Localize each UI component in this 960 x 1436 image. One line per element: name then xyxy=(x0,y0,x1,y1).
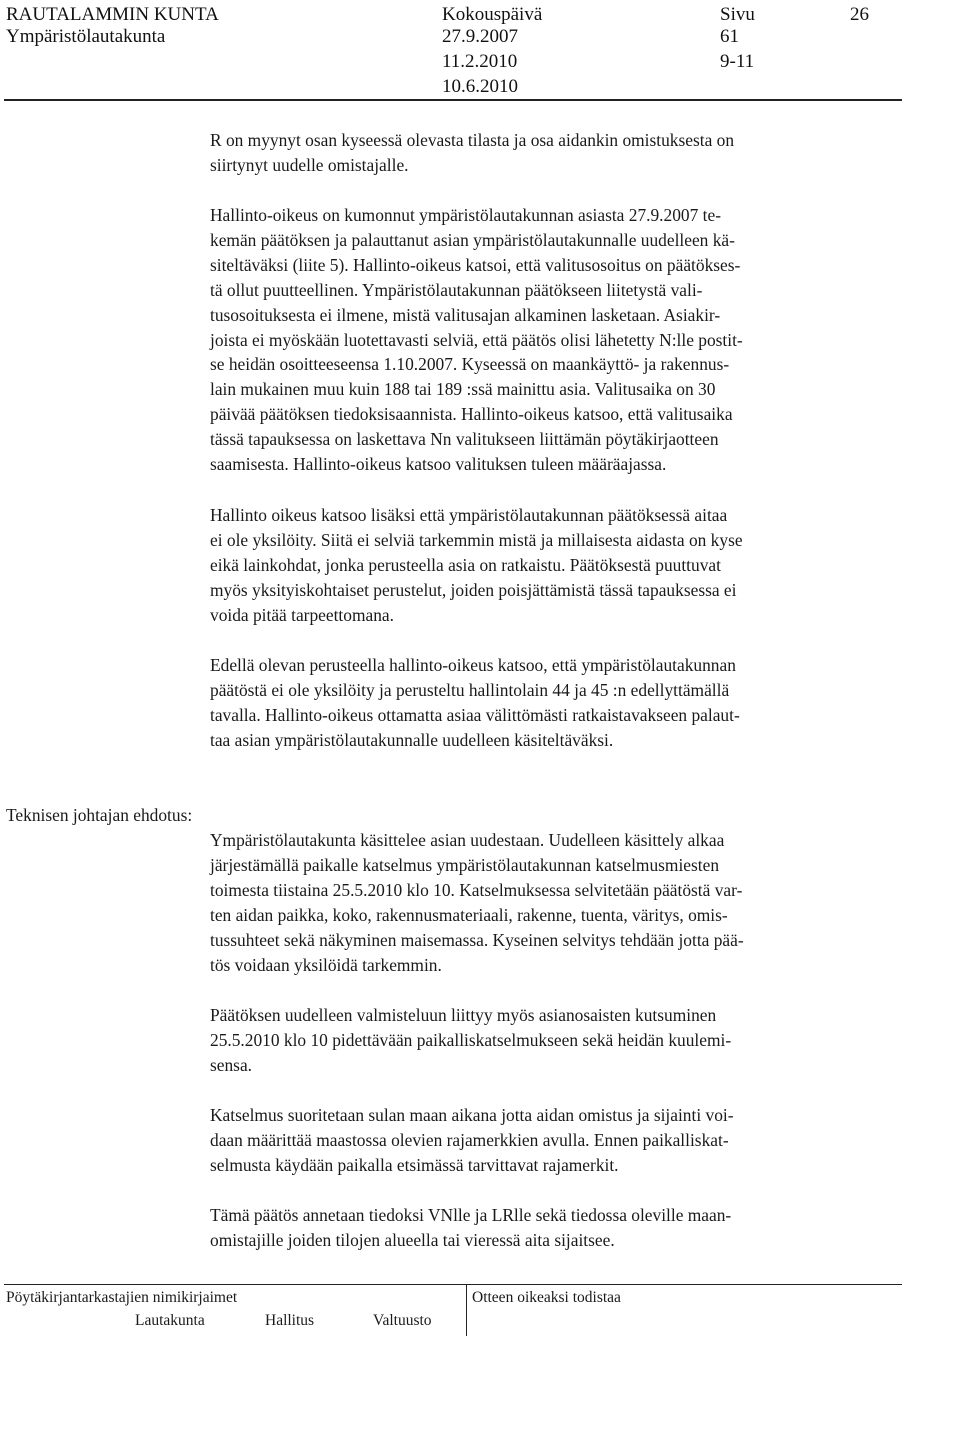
paragraph-line: siteltäväksi (liite 5). Hallinto-oikeus katsoi, että valitusosoitus on päätökses- xyxy=(210,254,741,275)
paragraph-line: Katselmus suoritetaan sulan maan aikana jotta aidan omistus ja sijainti voi- xyxy=(210,1105,734,1125)
footer-column-board: Lautakunta xyxy=(135,1312,205,1329)
paragraph-line: sensa. xyxy=(210,1054,253,1075)
paragraph-line: taa asian ympäristölautakunnalle uudelleen käsiteltäväksi. xyxy=(210,729,614,750)
header-board: Ympäristölautakunta xyxy=(6,26,166,47)
header-date-3: 10.6.2010 xyxy=(442,76,518,97)
header-page-number: 26 xyxy=(850,4,869,25)
footer-divider-vertical xyxy=(466,1284,467,1336)
paragraph-line: voida pitää tarpeettomana. xyxy=(210,604,394,625)
footer-certification-label: Otteen oikeaksi todistaa xyxy=(472,1289,621,1306)
proposal-label: Teknisen johtajan ehdotus: xyxy=(6,805,193,825)
header-page-label: Sivu xyxy=(720,4,755,25)
paragraph-4 xyxy=(210,653,910,753)
paragraph-line: R on myynyt osan kyseessä olevasta tilasta ja osa aidankin omistuksesta on xyxy=(210,130,735,150)
header-date-1: 27.9.2007 xyxy=(442,26,518,47)
paragraph-line: saamisesta. Hallinto-oikeus katsoo valituksen tuleen määräajassa. xyxy=(210,454,667,475)
paragraph-line: joista ei myöskään luotettavasti selviä, että päätös olisi lähetetty N:lle postit- xyxy=(210,329,743,350)
footer-initials-label: Pöytäkirjantarkastajien nimikirjaimet xyxy=(6,1289,238,1306)
paragraph-line: eikä lainkohdat, jonka perusteella asia on ratkaistu. Päätöksestä puuttuvat xyxy=(210,554,721,575)
paragraph-line: ten aidan paikka, koko, rakennusmateriaali, rakenne, tuenta, väritys, omis- xyxy=(210,904,728,925)
paragraph-line: 25.5.2010 klo 10 pidettävään paikalliskatselmukseen sekä heidän kuulemi- xyxy=(210,1029,732,1050)
paragraph-line: Tämä päätös annetaan tiedoksi VNlle ja LRlle sekä tiedossa oleville maan- xyxy=(210,1205,732,1225)
paragraph-line: siirtynyt uudelle omistajalle. xyxy=(210,154,409,175)
paragraph-line: lain mukainen muu kuin 188 tai 189 :ssä mainittu asia. Valitusaika on 30 xyxy=(210,379,716,400)
proposal-paragraph-3 xyxy=(210,1103,910,1178)
paragraph-line: järjestämällä paikalle katselmus ympäristölautakunnan katselmusmiesten xyxy=(210,854,720,875)
paragraph-line: Ympäristölautakunta käsittelee asian uudestaan. Uudelleen käsittely alkaa xyxy=(210,830,725,850)
proposal-paragraph-1 xyxy=(210,828,910,977)
paragraph-line: päätöstä ei ole yksilöity ja perusteltu hallintolain 44 ja 45 :n edellyttämällä xyxy=(210,679,730,700)
paragraph-line: tussuhteet sekä näkyminen maisemassa. Kyseinen selvitys tehdään jotta pää- xyxy=(210,929,744,950)
proposal-paragraph-4 xyxy=(210,1203,910,1253)
paragraph-line: Hallinto-oikeus on kumonnut ympäristölautakunnan asiasta 27.9.2007 te- xyxy=(210,205,722,225)
header-section-number-1: 61 xyxy=(720,26,739,47)
paragraph-line: omistajille joiden tilojen alueella tai vieressä aita sijaitsee. xyxy=(210,1229,615,1250)
paragraph-line: tä ollut puutteellinen. Ympäristölautakunnan päätökseen liitetystä vali- xyxy=(210,279,703,300)
paragraph-line: tavalla. Hallinto-oikeus ottamatta asiaa välittömästi ratkaistavakseen palaut- xyxy=(210,704,740,725)
paragraph-line: tässä tapauksessa on laskettava Nn valitukseen liittämän pöytäkirjaotteen xyxy=(210,429,719,450)
paragraph-1 xyxy=(210,128,910,178)
paragraph-line: tös voidaan yksilöidä tarkemmin. xyxy=(210,954,442,975)
paragraph-line: Edellä olevan perusteella hallinto-oikeus katsoo, että ympäristölautakunnan xyxy=(210,655,736,675)
header-divider xyxy=(4,99,902,101)
footer-top-rule xyxy=(4,1284,902,1285)
paragraph-line: myös yksityiskohtaiset perustelut, joiden poisjättämistä tässä tapauksessa ei xyxy=(210,579,737,600)
paragraph-line: se heidän osoitteeseensa 1.10.2007. Kyseessä on maankäyttö- ja rakennus- xyxy=(210,354,730,375)
paragraph-line: daan määrittää maastossa olevien rajamerkkien avulla. Ennen paikalliskat- xyxy=(210,1129,729,1150)
header-meeting-date-label: Kokouspäivä xyxy=(442,4,543,25)
paragraph-line: toimesta tiistaina 25.5.2010 klo 10. Katselmuksessa selvitetään päätöstä var- xyxy=(210,879,743,900)
paragraph-line: Päätöksen uudelleen valmisteluun liittyy myös asianosaisten kutsuminen xyxy=(210,1005,717,1025)
header-municipality: RAUTALAMMIN KUNTA xyxy=(6,4,219,25)
paragraph-2 xyxy=(210,203,910,477)
header-date-2: 11.2.2010 xyxy=(442,51,518,72)
paragraph-line: selmusta käydään paikalla etsimässä tarvittavat rajamerkit. xyxy=(210,1154,619,1175)
proposal-paragraph-2 xyxy=(210,1003,910,1078)
footer-column-government: Hallitus xyxy=(265,1312,315,1329)
paragraph-line: tusosoituksesta ei ilmene, mistä valitusajan alkaminen lasketaan. Asiakir- xyxy=(210,304,721,325)
paragraph-3 xyxy=(210,503,910,628)
footer-column-council: Valtuusto xyxy=(373,1312,432,1329)
paragraph-line: päivää päätöksen tiedoksisaannista. Hallinto-oikeus katsoo, että valitusaika xyxy=(210,404,733,425)
paragraph-line: ei ole yksilöity. Siitä ei selviä tarkemmin mistä ja millaisesta aidasta on kyse xyxy=(210,529,743,550)
paragraph-line: Hallinto oikeus katsoo lisäksi että ympäristölautakunnan päätöksessä aitaa xyxy=(210,505,728,525)
paragraph-line: kemän päätöksen ja palauttanut asian ympäristölautakunnalle uudelleen kä- xyxy=(210,229,735,250)
header-section-number-2: 9-11 xyxy=(720,51,755,72)
